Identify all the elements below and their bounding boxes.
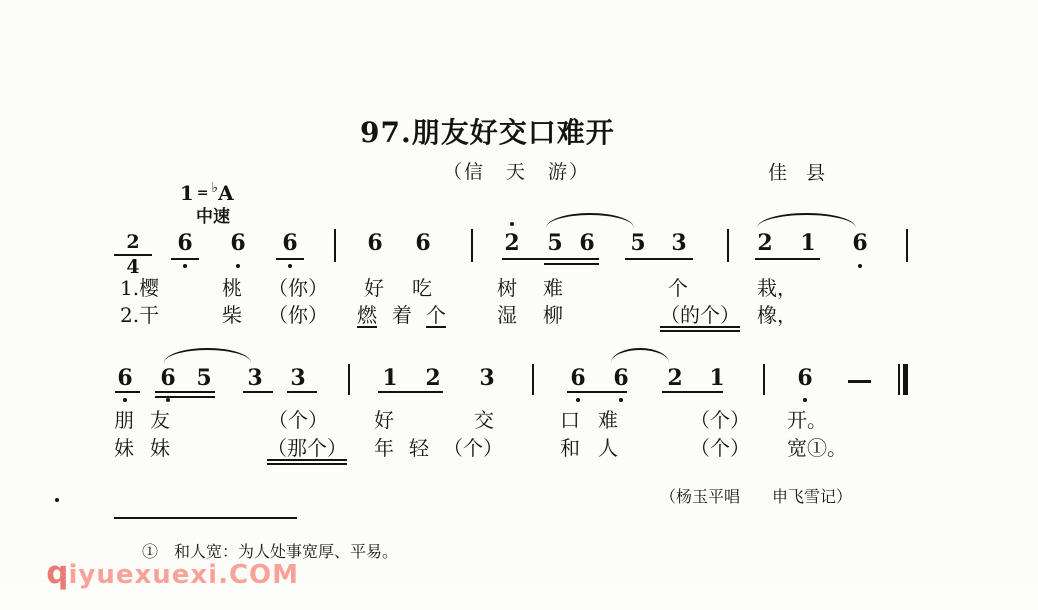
final-barline (903, 364, 908, 395)
octave-dot-low (183, 264, 187, 268)
octave-dot-low (123, 398, 127, 402)
barline (727, 229, 729, 262)
note-digit: 1 (382, 365, 398, 391)
note-digit: 6 (160, 365, 176, 391)
octave-dot-low (166, 398, 170, 402)
dash-note (848, 380, 871, 383)
lyric-token: 难 (598, 408, 618, 432)
note-digit: 5 (196, 365, 212, 391)
note-digit: 3 (671, 230, 687, 256)
note-digit: 2 (667, 365, 683, 391)
lyric-token: 妹 (114, 436, 134, 460)
duration-beam (243, 391, 273, 393)
duration-beam (276, 258, 304, 260)
lyric-token: 吃 (412, 276, 432, 300)
lyric-token: 着 (392, 303, 412, 327)
octave-dot-low (288, 264, 292, 268)
note-digit: 3 (290, 365, 306, 391)
lyric-token: 交 (474, 408, 494, 432)
slur-arc (757, 213, 856, 228)
key-letter: A (218, 181, 234, 205)
note-digit: 2 (757, 230, 773, 256)
note-digit: 6 (230, 230, 246, 256)
barline (906, 229, 908, 262)
barline (763, 364, 765, 395)
time-signature-numerator: 2 (126, 231, 140, 253)
note-digit: 6 (570, 365, 586, 391)
lyric-token: 和 (560, 436, 580, 460)
note-digit: 6 (579, 230, 595, 256)
octave-dot-low (619, 398, 623, 402)
lyric-token: 好 (374, 408, 394, 432)
lyric-token: 人 (598, 436, 618, 460)
lyric-token: （的个） (660, 304, 740, 332)
note-digit: 6 (367, 230, 383, 256)
note-digit: 6 (852, 230, 868, 256)
lyric-token: 好 (364, 276, 384, 300)
footnote-text: ① 和人宽：为人处事宽厚、平易。 (142, 542, 399, 561)
lyric-token: （个） (443, 436, 503, 460)
key-tonic: 1 (179, 181, 194, 205)
duration-beam (502, 258, 599, 260)
lyric-token: 橡， (757, 303, 797, 327)
slur-arc (546, 213, 634, 228)
song-genre-subtitle: （信 天 游） (443, 161, 591, 183)
note-digit: 1 (709, 365, 725, 391)
lyric-token: 妹 (150, 436, 170, 460)
key-equals: = (196, 185, 209, 201)
footnote-rule (114, 517, 297, 519)
lyric-token: 栽， (757, 276, 797, 300)
lyric-token: （你） (268, 303, 328, 327)
lyric-token: （你） (268, 276, 328, 300)
region-label: 佳 县 (768, 162, 826, 184)
lyric-token: 个 (668, 276, 688, 300)
barline (471, 229, 473, 262)
watermark-rest: iyuexuexi.COM (68, 560, 300, 590)
lyric-token: 开。 (787, 408, 827, 432)
lyric-token: 树 (497, 276, 517, 300)
lyric-token: 友 (150, 408, 170, 432)
note-digit: 2 (425, 365, 441, 391)
lyric-token: 朋 (114, 408, 134, 432)
octave-dot-low (858, 264, 862, 268)
duration-beam (171, 258, 199, 260)
octave-dot-low (803, 398, 807, 402)
lyric-token: 1.樱 (120, 276, 160, 300)
octave-dot-low (576, 398, 580, 402)
lyric-token: 湿 (497, 303, 517, 327)
barline (348, 364, 350, 395)
note-digit: 1 (800, 230, 816, 256)
note-digit: 6 (117, 365, 133, 391)
duration-beam (625, 258, 693, 260)
note-digit: 6 (177, 230, 193, 256)
duration-beam (287, 391, 317, 393)
slur-arc (164, 348, 251, 363)
note-digit: 6 (282, 230, 298, 256)
lyric-token: （个） (690, 408, 750, 432)
lyric-token: 宽①。 (787, 436, 847, 460)
lyric-token: （个） (268, 408, 328, 432)
flat-accidental-icon: ♭ (211, 180, 219, 196)
attribution: （杨玉平唱 申飞雪记） (660, 487, 853, 506)
lyric-token: 难 (543, 276, 563, 300)
note-digit: 3 (479, 365, 495, 391)
note-digit: 6 (613, 365, 629, 391)
octave-dot-high (510, 222, 514, 226)
slur-arc (611, 348, 669, 363)
lyric-token: 轻 (409, 436, 429, 460)
note-digit: 5 (547, 230, 563, 256)
lyric-token: （个） (690, 436, 750, 460)
octave-dot-low (236, 264, 240, 268)
note-digit: 6 (415, 230, 431, 256)
duration-beam (544, 263, 599, 265)
barline (898, 364, 900, 395)
duration-beam (662, 391, 723, 393)
note-digit: 5 (630, 230, 646, 256)
duration-beam (155, 391, 215, 393)
duration-beam (755, 258, 820, 260)
stray-dot (55, 498, 59, 502)
duration-beam (567, 391, 627, 393)
note-digit: 6 (797, 365, 813, 391)
song-title: 97.朋友好交口难开 (360, 116, 615, 149)
time-signature-denominator: 4 (126, 256, 140, 278)
lyric-token: 柴 (222, 303, 242, 327)
lyric-token: 桃 (222, 276, 242, 300)
lyric-token: 燃 (357, 303, 377, 327)
tempo-marking: 中速 (196, 207, 230, 227)
lyric-token: 年 (374, 436, 394, 460)
watermark-lead-letter: q (46, 555, 69, 591)
duration-beam (378, 391, 443, 393)
barline (334, 229, 336, 262)
lyric-token: 口 (560, 408, 580, 432)
lyric-token: 个 (426, 303, 446, 327)
note-digit: 2 (504, 230, 520, 256)
lyric-token: 2.干 (120, 303, 160, 327)
barline (532, 364, 534, 395)
lyric-token: 柳 (543, 303, 563, 327)
duration-beam (115, 391, 140, 393)
duration-beam (155, 396, 215, 398)
note-digit: 3 (247, 365, 263, 391)
lyric-token: （那个） (267, 437, 347, 465)
